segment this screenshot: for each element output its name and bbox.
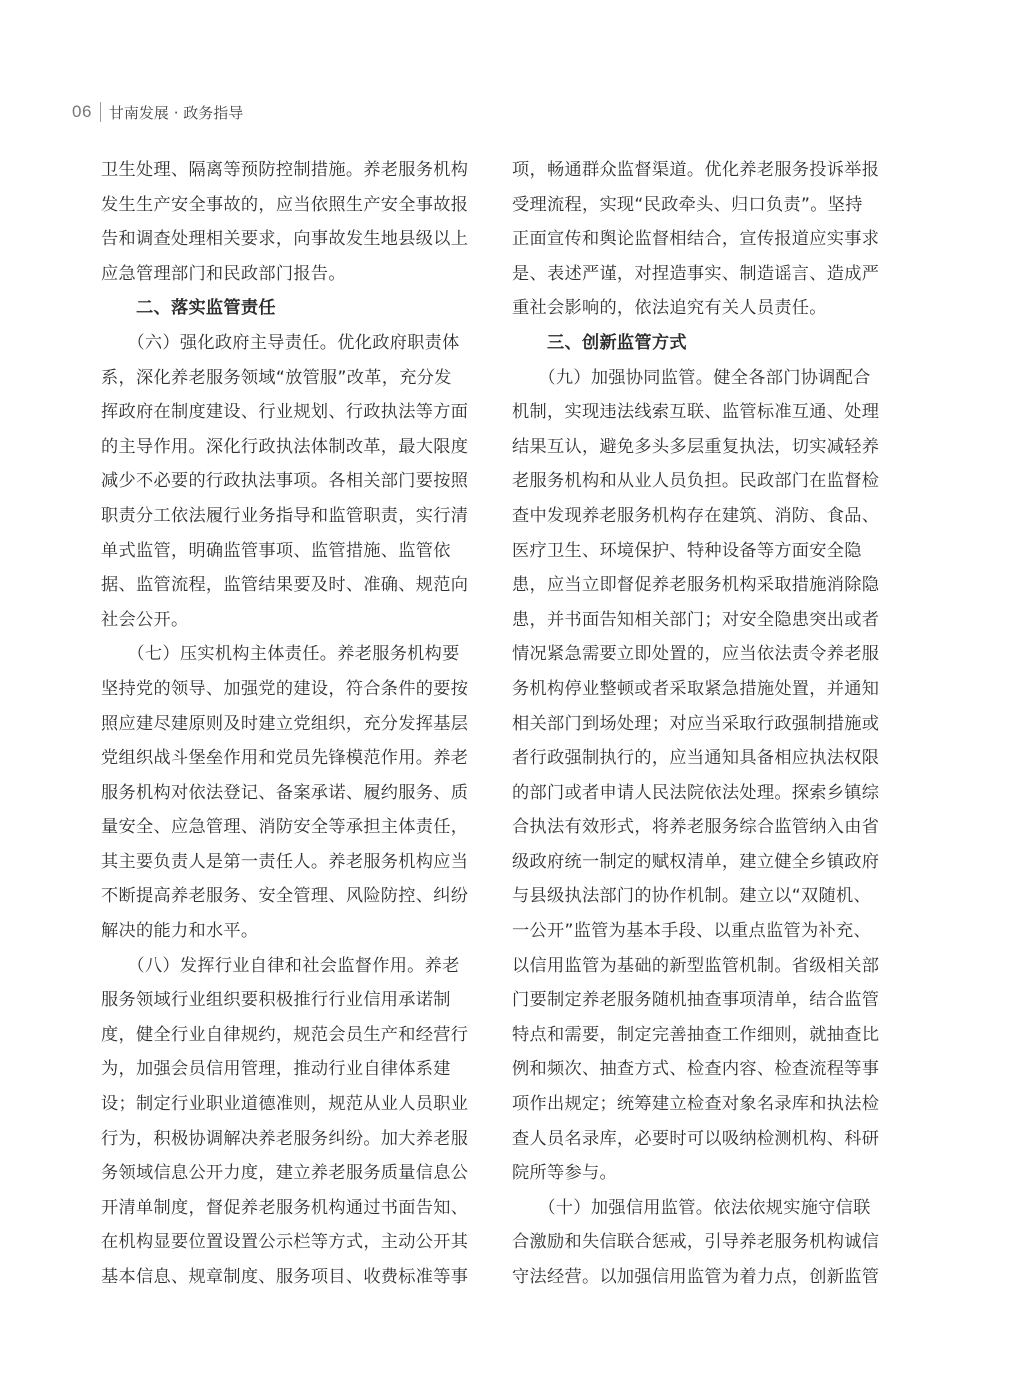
text-line: 务领域信息公开力度，建立养老服务质量信息公: [101, 1163, 469, 1184]
text-line: 单式监管，明确监管事项、监管措施、监管依: [101, 540, 451, 561]
text-line: 其主要负责人是第一责任人。养老服务机构应当: [101, 851, 469, 872]
text-line: 的主导作用。深化行政执法体制改革，最大限度: [101, 436, 469, 457]
section-title: 甘南发展 · 政务指导: [108, 103, 244, 122]
text-line: （八）发挥行业自律和社会监督作用。养老: [101, 955, 460, 976]
text-line: （十）加强信用监管。依法依规实施守信联: [512, 1197, 871, 1218]
text-line: 项，畅通群众监督渠道。优化养老服务投诉举报: [512, 160, 880, 180]
text-line: 门要制定养老服务随机抽查事项清单，结合监管: [512, 990, 880, 1011]
text-line: 相关部门到场处理；对应当采取行政强制措施或: [512, 713, 880, 734]
text-line: 老服务机构和从业人员负担。民政部门在监督检: [512, 471, 880, 492]
text-line: 务机构停业整顿或者采取紧急措施处置，并通知: [512, 678, 880, 699]
text-line: 发生生产安全事故的，应当依照生产安全事故报: [101, 194, 469, 215]
text-line: 以信用监管为基础的新型监管机制。省级相关部: [512, 955, 880, 976]
text-line: 受理流程，实现“民政牵头、归口负责”。坚持: [512, 194, 863, 215]
text-line: 与县级执法部门的协作机制。建立以“双随机、: [512, 886, 871, 907]
text-line: 结果互认，避免多头多层重复执法，切实减轻养: [512, 436, 880, 457]
section-heading: 三、创新监管方式: [512, 332, 687, 353]
text-line: 重社会影响的，依法追究有关人员责任。: [512, 298, 827, 319]
text-line: 患，应当立即督促养老服务机构采取措施消除隐: [512, 575, 880, 596]
text-line: （六）强化政府主导责任。优化政府职责体: [101, 332, 460, 353]
text-line: 级政府统一制定的赋权清单，建立健全乡镇政府: [512, 851, 880, 872]
text-line: 守法经营。以加强信用监管为着力点，创新监管: [512, 1267, 880, 1287]
text-line: 解决的能力和水平。: [101, 921, 259, 942]
left-text-column: [101, 153, 489, 1295]
text-line: 查人员名录库，必要时可以吸纳检测机构、科研: [512, 1128, 880, 1149]
text-line: 情况紧急需要立即处置的，应当依法责令养老服: [512, 644, 880, 665]
text-line: 告和调查处理相关要求，向事故发生地县级以上: [101, 229, 469, 250]
text-line: 为，加强会员信用管理，推动行业自律体系建: [101, 1059, 451, 1080]
text-line: 社会公开。: [101, 609, 189, 630]
text-line: 系，深化养老服务领域“放管服”改革，充分发: [101, 367, 452, 388]
text-line: 院所等参与。: [512, 1163, 617, 1184]
text-line: 不断提高养老服务、安全管理、风险防控、纠纷: [101, 886, 469, 907]
text-line: 服务领域行业组织要积极推行行业信用承诺制: [101, 990, 451, 1011]
text-line: 服务机构对依法登记、备案承诺、履约服务、质: [101, 782, 469, 803]
page-number: 06: [72, 102, 92, 121]
text-line: 医疗卫生、环境保护、特种设备等方面安全隐: [512, 540, 862, 561]
text-line: 例和频次、抽查方式、检查内容、检查流程等事: [512, 1059, 880, 1080]
header-divider: [100, 102, 101, 122]
text-line: 者行政强制执行的，应当通知具备相应执法权限: [512, 748, 880, 769]
text-line: 正面宣传和舆论监督相结合，宣传报道应实事求: [512, 229, 880, 250]
text-line: 特点和需要，制定完善抽查工作细则，就抽查比: [512, 1024, 880, 1045]
text-line: 一公开”监管为基本手段、以重点监管为补充、: [512, 921, 871, 942]
text-line: 项作出规定；统筹建立检查对象名录库和执法检: [512, 1094, 880, 1115]
text-line: 应急管理部门和民政部门报告。: [101, 263, 346, 284]
text-line: 职责分工依法履行业务指导和监管职责，实行清: [101, 505, 469, 526]
text-line: 患，并书面告知相关部门；对安全隐患突出或者: [512, 609, 880, 630]
section-heading: 二、落实监管责任: [101, 298, 276, 319]
text-line: （七）压实机构主体责任。养老服务机构要: [101, 644, 460, 665]
text-line: 坚持党的领导、加强党的建设，符合条件的要按: [101, 678, 469, 699]
text-line: 基本信息、规章制度、服务项目、收费标准等事: [101, 1267, 469, 1287]
text-line: 设；制定行业职业道德准则，规范从业人员职业: [101, 1094, 469, 1115]
text-line: （九）加强协同监管。健全各部门协调配合: [512, 367, 871, 388]
text-line: 在机构显要位置设置公示栏等方式，主动公开其: [101, 1232, 469, 1253]
text-line: 合执法有效形式，将养老服务综合监管纳入由省: [512, 817, 880, 838]
text-line: 度，健全行业自律规约，规范会员生产和经营行: [101, 1024, 469, 1045]
text-line: 卫生处理、隔离等预防控制措施。养老服务机构: [101, 160, 469, 180]
text-line: 减少不必要的行政执法事项。各相关部门要按照: [101, 471, 469, 492]
text-line: 查中发现养老服务机构存在建筑、消防、食品、: [512, 505, 880, 526]
text-line: 合激励和失信联合惩戒，引导养老服务机构诚信: [512, 1232, 880, 1253]
text-line: 据、监管流程，监管结果要及时、准确、规范向: [101, 575, 469, 596]
text-line: 行为，积极协调解决养老服务纠纷。加大养老服: [101, 1128, 469, 1149]
text-line: 党组织战斗堡垒作用和党员先锋模范作用。养老: [101, 748, 469, 769]
text-line: 开清单制度，督促养老服务机构通过书面告知、: [101, 1197, 469, 1218]
text-line: 的部门或者申请人民法院依法处理。探索乡镇综: [512, 782, 880, 803]
text-line: 照应建尽建原则及时建立党组织，充分发挥基层: [101, 713, 469, 734]
text-line: 是、表述严谨，对捏造事实、制造谣言、造成严: [512, 263, 880, 284]
text-line: 挥政府在制度建设、行业规划、行政执法等方面: [101, 402, 469, 423]
text-line: 机制，实现违法线索互联、监管标准互通、处理: [512, 402, 880, 423]
text-line: 量安全、应急管理、消防安全等承担主体责任，: [101, 817, 469, 838]
page-header: [72, 99, 243, 125]
right-text-column: [512, 153, 892, 1295]
